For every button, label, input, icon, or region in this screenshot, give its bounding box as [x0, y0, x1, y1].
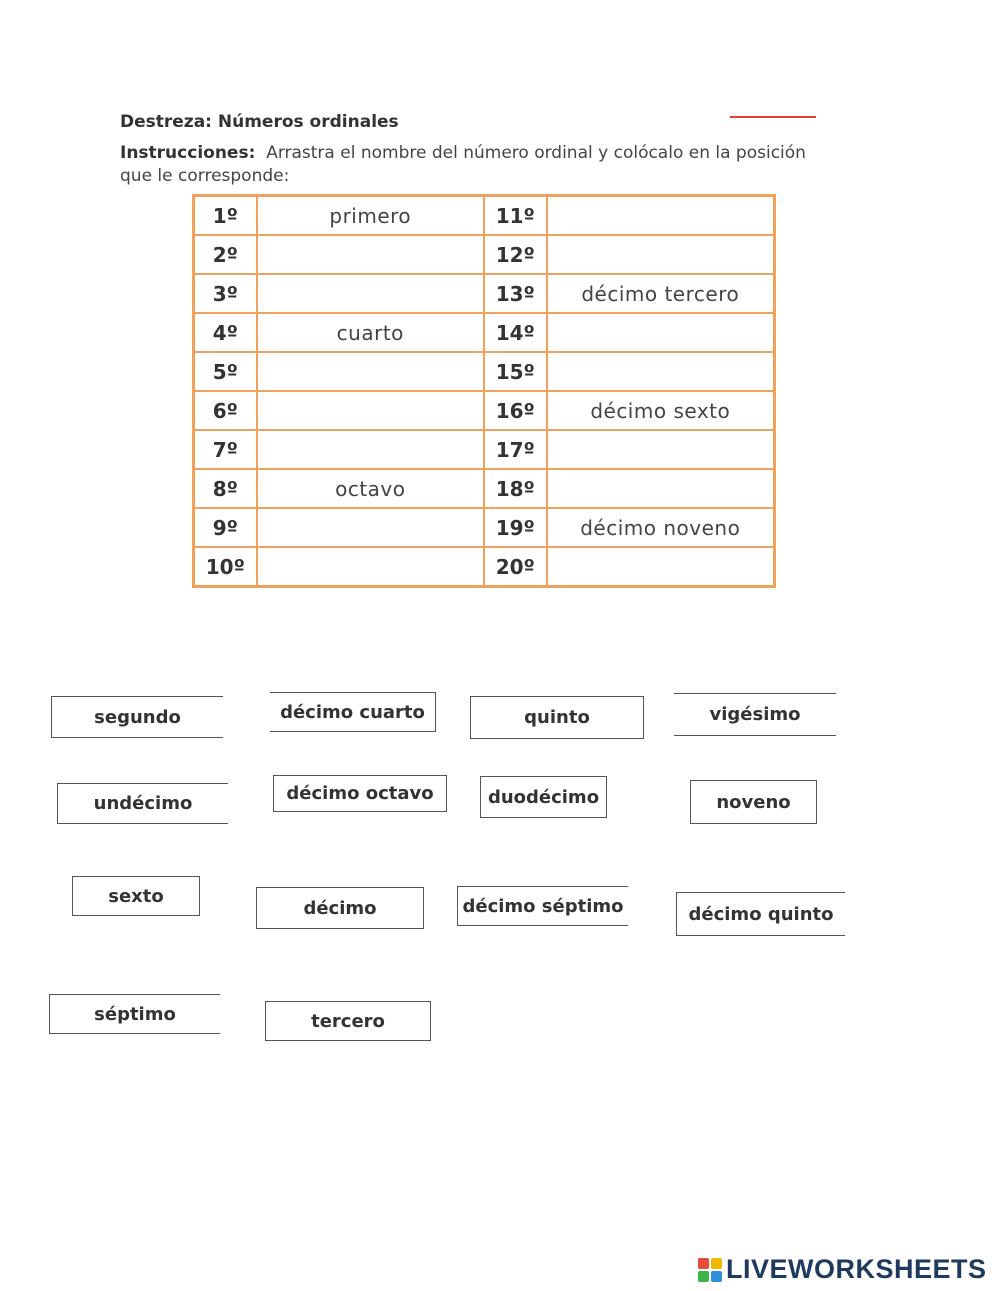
logo-square-blue	[711, 1271, 722, 1282]
ordinal-word-slot[interactable]	[257, 235, 484, 274]
ordinal-number: 5º	[194, 352, 257, 391]
logo-icon	[698, 1258, 722, 1282]
score-line	[730, 116, 816, 118]
ordinal-word-slot[interactable]	[257, 430, 484, 469]
answer-tile-decimo-octavo[interactable]: décimo octavo	[273, 775, 447, 812]
ordinal-number: 13º	[484, 274, 547, 313]
ordinal-word-slot: décimo noveno	[547, 508, 775, 547]
ordinal-word-slot[interactable]	[257, 352, 484, 391]
ordinal-word-slot[interactable]	[257, 274, 484, 313]
ordinal-table	[192, 194, 776, 588]
ordinal-word-slot[interactable]	[547, 352, 775, 391]
answer-tile-quinto[interactable]: quinto	[470, 696, 644, 739]
ordinal-word-slot: décimo sexto	[547, 391, 775, 430]
ordinal-number: 6º	[194, 391, 257, 430]
table-row	[194, 235, 775, 274]
ordinal-number: 19º	[484, 508, 547, 547]
logo-text: LIVEWORKSHEETS	[726, 1254, 987, 1284]
ordinal-word-slot: octavo	[257, 469, 484, 508]
ordinal-number: 11º	[484, 196, 547, 236]
instructions	[120, 142, 840, 188]
table-row	[194, 274, 775, 313]
ordinal-number: 10º	[194, 547, 257, 587]
ordinal-number: 2º	[194, 235, 257, 274]
answer-tile-duodecimo[interactable]: duodécimo	[480, 776, 607, 818]
table-row	[194, 352, 775, 391]
answer-tile-decimo-cuarto[interactable]: décimo cuarto	[270, 692, 436, 732]
table-row	[194, 313, 775, 352]
logo-square-yellow	[711, 1258, 722, 1269]
table-row	[194, 547, 775, 587]
ordinal-number: 14º	[484, 313, 547, 352]
ordinal-number: 8º	[194, 469, 257, 508]
logo-square-red	[698, 1258, 709, 1269]
ordinal-word-slot: primero	[257, 196, 484, 236]
table-row	[194, 508, 775, 547]
ordinal-word-slot[interactable]	[257, 391, 484, 430]
ordinal-word-slot[interactable]	[547, 313, 775, 352]
ordinal-word-slot[interactable]	[547, 430, 775, 469]
answer-tile-decimo-quinto[interactable]: décimo quinto	[676, 892, 845, 936]
instructions-text: Arrastra el nombre del número ordinal y colócalo en la posición que le corresponde:	[120, 143, 806, 186]
table-row	[194, 196, 775, 236]
ordinal-word-slot: cuarto	[257, 313, 484, 352]
answer-tile-tercero[interactable]: tercero	[265, 1001, 431, 1041]
answer-tile-undecimo[interactable]: undécimo	[57, 783, 228, 824]
ordinal-word-slot[interactable]	[547, 547, 775, 587]
skill-title: Destreza: Números ordinales	[120, 112, 399, 132]
ordinal-number: 18º	[484, 469, 547, 508]
ordinal-word-slot: décimo tercero	[547, 274, 775, 313]
answer-tile-decimo[interactable]: décimo	[256, 887, 424, 929]
ordinal-number: 3º	[194, 274, 257, 313]
ordinal-number: 4º	[194, 313, 257, 352]
ordinal-word-slot[interactable]	[547, 196, 775, 236]
liveworksheets-logo	[698, 1254, 987, 1285]
answer-tile-segundo[interactable]: segundo	[51, 696, 223, 738]
answer-tile-decimo-septimo[interactable]: décimo séptimo	[457, 886, 628, 926]
table-row	[194, 391, 775, 430]
ordinal-word-slot[interactable]	[257, 547, 484, 587]
ordinal-word-slot[interactable]	[547, 235, 775, 274]
ordinal-number: 20º	[484, 547, 547, 587]
ordinal-number: 16º	[484, 391, 547, 430]
answer-tile-sexto[interactable]: sexto	[72, 876, 200, 916]
answer-tile-septimo[interactable]: séptimo	[49, 994, 220, 1034]
ordinal-word-slot[interactable]	[257, 508, 484, 547]
instructions-label: Instrucciones:	[120, 143, 256, 163]
ordinal-number: 12º	[484, 235, 547, 274]
table-row	[194, 430, 775, 469]
table-row	[194, 469, 775, 508]
ordinal-number: 7º	[194, 430, 257, 469]
logo-square-green	[698, 1271, 709, 1282]
answer-tile-vigesimo[interactable]: vigésimo	[674, 693, 836, 736]
ordinal-number: 17º	[484, 430, 547, 469]
ordinal-word-slot[interactable]	[547, 469, 775, 508]
answer-tile-noveno[interactable]: noveno	[690, 780, 817, 824]
ordinal-number: 15º	[484, 352, 547, 391]
ordinal-number: 1º	[194, 196, 257, 236]
ordinal-number: 9º	[194, 508, 257, 547]
